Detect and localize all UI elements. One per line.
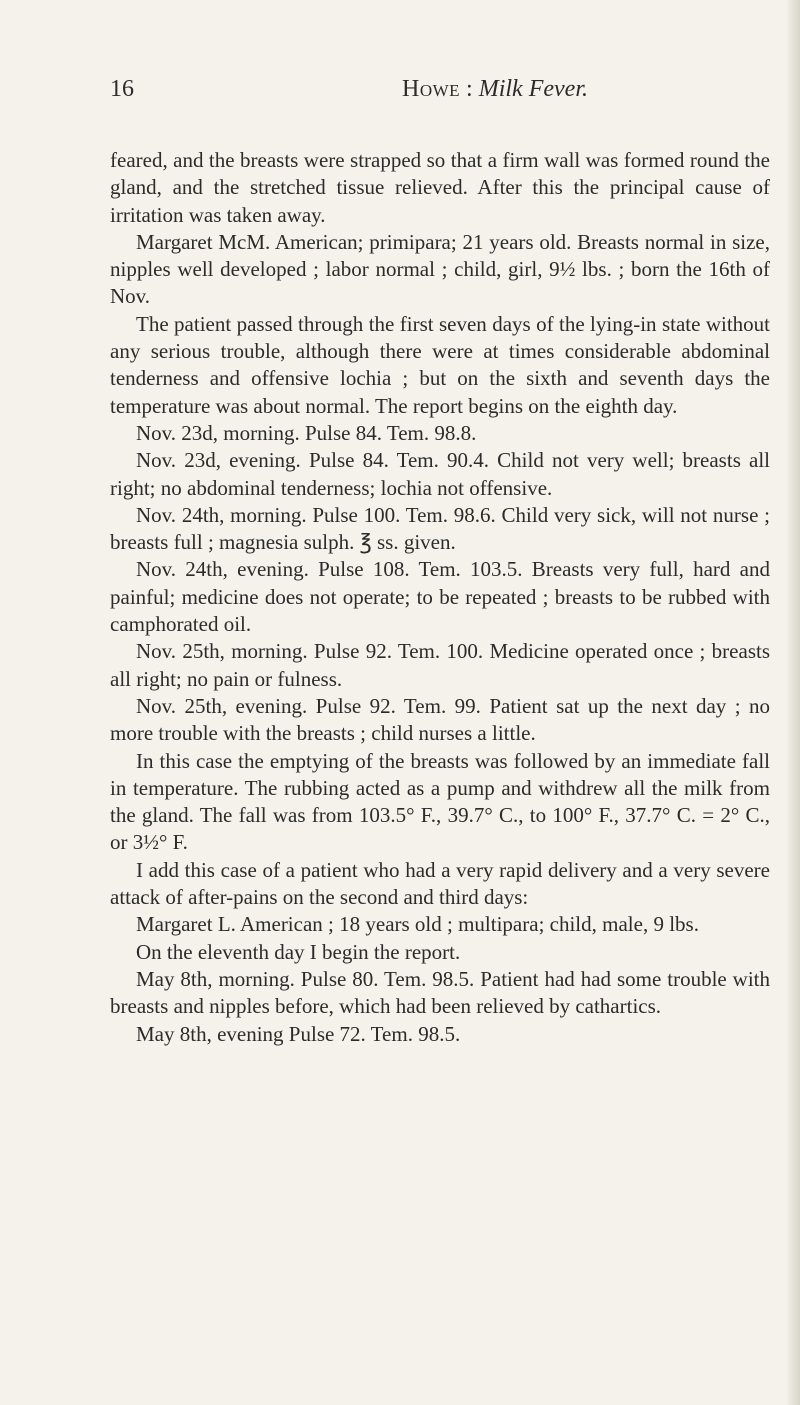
- paragraph: Nov. 25th, evening. Pulse 92. Tem. 99. Patient sat up the next day ; no more trouble with the breasts ; child nurses a little.: [110, 693, 770, 746]
- paragraph: Nov. 24th, morning. Pulse 100. Tem. 98.6. Child very sick, will not nurse ; breasts full ; magnesia sulph. ℥ ss. given.: [110, 502, 770, 555]
- paragraph: Margaret L. American ; 18 years old ; multipara; child, male, 9 lbs.: [136, 912, 699, 937]
- paragraph: May 8th, evening Pulse 72. Tem. 98.5.: [136, 1021, 461, 1046]
- running-head: [402, 76, 588, 103]
- paragraph: feared, and the breasts were strapped so that a firm wall was formed round the gland, and the stretched tissue relieved. After this the principal cause of irritation was taken away.: [110, 148, 770, 227]
- paragraph: May 8th, morning. Pulse 80. Tem. 98.5. Patient had had some trouble with breasts and nipples before, which had been relieved by cathartics.: [110, 966, 770, 1019]
- paragraph: I add this case of a patient who had a very rapid delivery and a very severe attack of after-pains on the second and third days:: [110, 857, 770, 910]
- paragraph: In this case the emptying of the breasts was followed by an immediate fall in temperature. The rubbing acted as a pump and withdrew all the milk from the gland. The fall was from 103.5° F., 39.7° C., to 100° F., 37.7° C. = 2° C., or 3½° F.: [110, 748, 770, 855]
- paragraph: On the eleventh day I begin the report.: [136, 939, 461, 964]
- running-head-title: Milk Fever.: [478, 76, 588, 102]
- paragraph: The patient passed through the first seven days of the lying-in state without any serious trouble, although there were at times considerable abdominal tenderness and offensive lochia ; but on the sixth and seventh days the temperature was about normal. The report begins on the eighth day.: [110, 311, 770, 418]
- page-number: 16: [110, 76, 134, 102]
- paragraph: Nov. 24th, evening. Pulse 108. Tem. 103.5. Breasts very full, hard and painful; medicine does not operate; to be repeated ; breasts to be rubbed with camphorated oil.: [110, 557, 770, 637]
- running-head-author: Howe: [402, 76, 461, 102]
- body-text: [110, 147, 770, 1048]
- paragraph: Nov. 23d, morning. Pulse 84. Tem. 98.8.: [136, 420, 477, 445]
- paragraph: Nov. 23d, evening. Pulse 84. Tem. 90.4. Child not very well; breasts all right; no abdominal tenderness; lochia not offensive.: [110, 448, 770, 500]
- paragraph: Margaret McM. American; primipara; 21 years old. Breasts normal in size, nipples well developed ; labor normal ; child, girl, 9½ lbs. ; born the 16th of Nov.: [110, 229, 770, 309]
- page-edge-shadow: [786, 0, 800, 1405]
- running-head-separator: :: [460, 76, 479, 102]
- paragraph: Nov. 25th, morning. Pulse 92. Tem. 100. Medicine operated once ; breasts all right; no pain or fulness.: [110, 639, 770, 691]
- page-header: [110, 76, 770, 112]
